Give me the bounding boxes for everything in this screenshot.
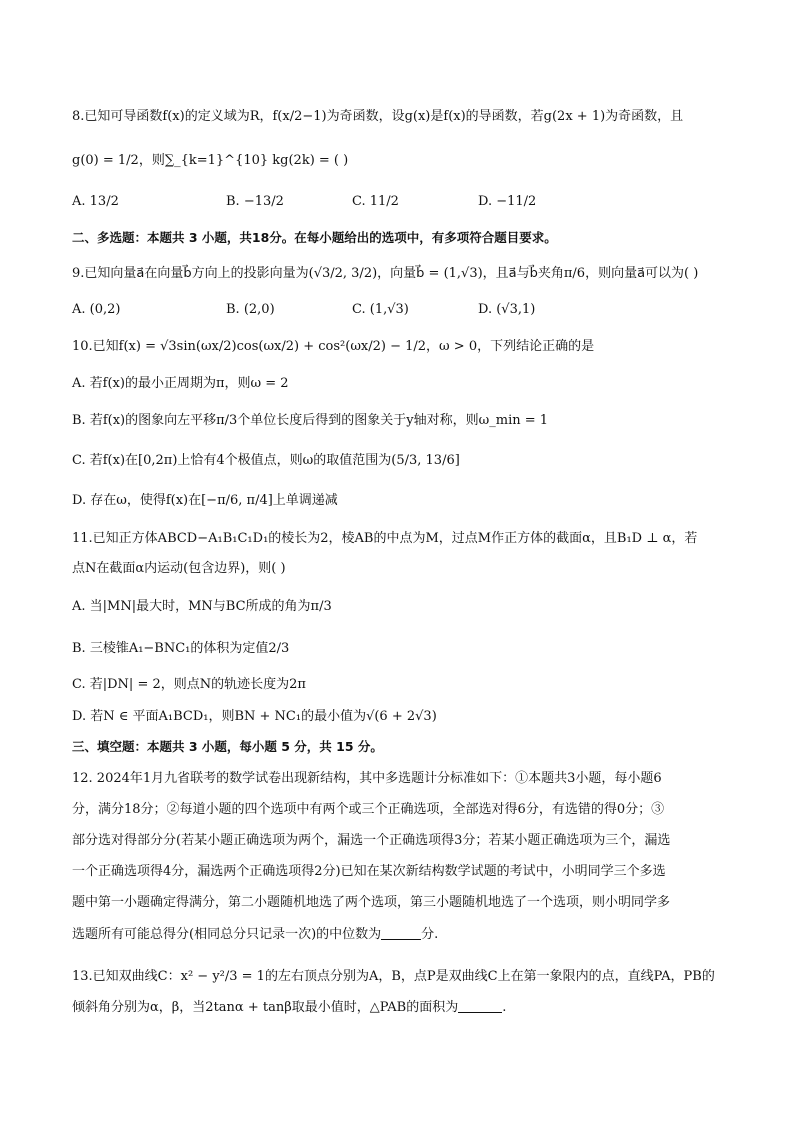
q8-option-b: B. −13/2 xyxy=(226,194,284,209)
q12-line6 xyxy=(72,925,438,944)
section-heading-multiple-choice: 二、多选题：本题共 3 小题，共18分。在每小题给出的选项中，有多项符合题目要求。 xyxy=(72,230,557,245)
q11-line1: 11.已知正方体ABCD−A₁B₁C₁D₁的棱长为2，棱AB的中点为M，过点M作正方体的截面α，且B₁D ⊥ α，若 xyxy=(72,531,698,546)
q12-line5: 题中第一小题确定得满分，第二小题随机地选了两个选项，第三小题随机地选了一个选项，则小明同学多 xyxy=(72,895,671,910)
q13-answer-blank[interactable] xyxy=(458,998,502,1013)
q13-line2 xyxy=(72,998,506,1017)
q10-option-b: B. 若f(x)的图象向左平移π/3个单位长度后得到的图象关于y轴对称，则ω_min = 1 xyxy=(72,413,549,428)
q10-option-a: A. 若f(x)的最小正周期为π，则ω = 2 xyxy=(72,376,289,391)
q13-period: . xyxy=(502,1000,507,1015)
q12-last-text: 选题所有可能总得分(相同总分只记录一次)的中位数为 xyxy=(72,927,382,942)
q11-option-d: D. 若N ∈ 平面A₁BCD₁，则BN + NC₁的最小值为√(6 + 2√3) xyxy=(72,709,437,724)
q12-line3: 部分选对得部分分(若某小题正确选项为两个，漏选一个正确选项得3分；若某小题正确选项为三个，漏选 xyxy=(72,833,671,848)
q11-option-a: A. 当|MN|最大时，MN与BC所成的角为π/3 xyxy=(72,599,332,614)
q8-line2: g(0) = 1/2，则∑_{k=1}^{10} kg(2k) = ( ) xyxy=(72,153,349,168)
q12-answer-blank[interactable] xyxy=(381,925,421,940)
q12-unit: 分. xyxy=(421,927,439,942)
q11-option-b: B. 三棱锥A₁−BNC₁的体积为定值2/3 xyxy=(72,641,290,656)
q9-option-b: B. (2,0) xyxy=(226,302,275,317)
q8-option-a: A. 13/2 xyxy=(72,194,119,209)
q8-option-d: D. −11/2 xyxy=(478,194,537,209)
q9-line1: 9.已知向量a⃗在向量b⃗方向上的投影向量为(√3/2, 3/2)，向量b⃗ = (1,√3)，且a⃗与b⃗夹角π/6，则向量a⃗可以为( ) xyxy=(72,266,699,281)
section-heading-fill-in: 三、填空题：本题共 3 小题，每小题 5 分，共 15 分。 xyxy=(72,739,383,754)
q10-option-d: D. 存在ω，使得f(x)在[−π/6, π/4]上单调递减 xyxy=(72,493,338,508)
q9-option-c: C. (1,√3) xyxy=(352,302,409,317)
q8-line1: 8.已知可导函数f(x)的定义域为R，f(x/2−1)为奇函数，设g(x)是f(x)的导函数，若g(2x + 1)为奇函数，且 xyxy=(72,109,684,124)
q9-option-a: A. (0,2) xyxy=(72,302,121,317)
q10-line1: 10.已知f(x) = √3sin(ωx/2)cos(ωx/2) + cos²(ωx/2) − 1/2，ω > 0，下列结论正确的是 xyxy=(72,339,595,354)
q11-line2: 点N在截面α内运动(包含边界)，则( ) xyxy=(72,561,286,576)
q13-line1: 13.已知双曲线C：x² − y²/3 = 1的左右顶点分别为A，B，点P是双曲线C上在第一象限内的点，直线PA，PB的 xyxy=(72,969,715,984)
q11-option-c: C. 若|DN| = 2，则点N的轨迹长度为2π xyxy=(72,677,306,692)
q12-line1: 12. 2024年1月九省联考的数学试卷出现新结构，其中多选题计分标准如下：①本题共3小题，每小题6 xyxy=(72,771,662,786)
q9-option-d: D. (√3,1) xyxy=(478,302,536,317)
q13-last-text: 倾斜角分别为α，β，当2tanα + tanβ取最小值时，△PAB的面积为 xyxy=(72,1000,459,1015)
q12-line4: 一个正确选项得4分，漏选两个正确选项得2分)已知在某次新结构数学试题的考试中，小明同学三个多选 xyxy=(72,864,666,879)
q10-option-c: C. 若f(x)在[0,2π)上恰有4个极值点，则ω的取值范围为(5/3, 13/6] xyxy=(72,453,460,468)
q12-line2: 分，满分18分；②每道小题的四个选项中有两个或三个正确选项，全部选对得6分，有选错的得0分；③ xyxy=(72,802,665,817)
q8-option-c: C. 11/2 xyxy=(352,194,399,209)
